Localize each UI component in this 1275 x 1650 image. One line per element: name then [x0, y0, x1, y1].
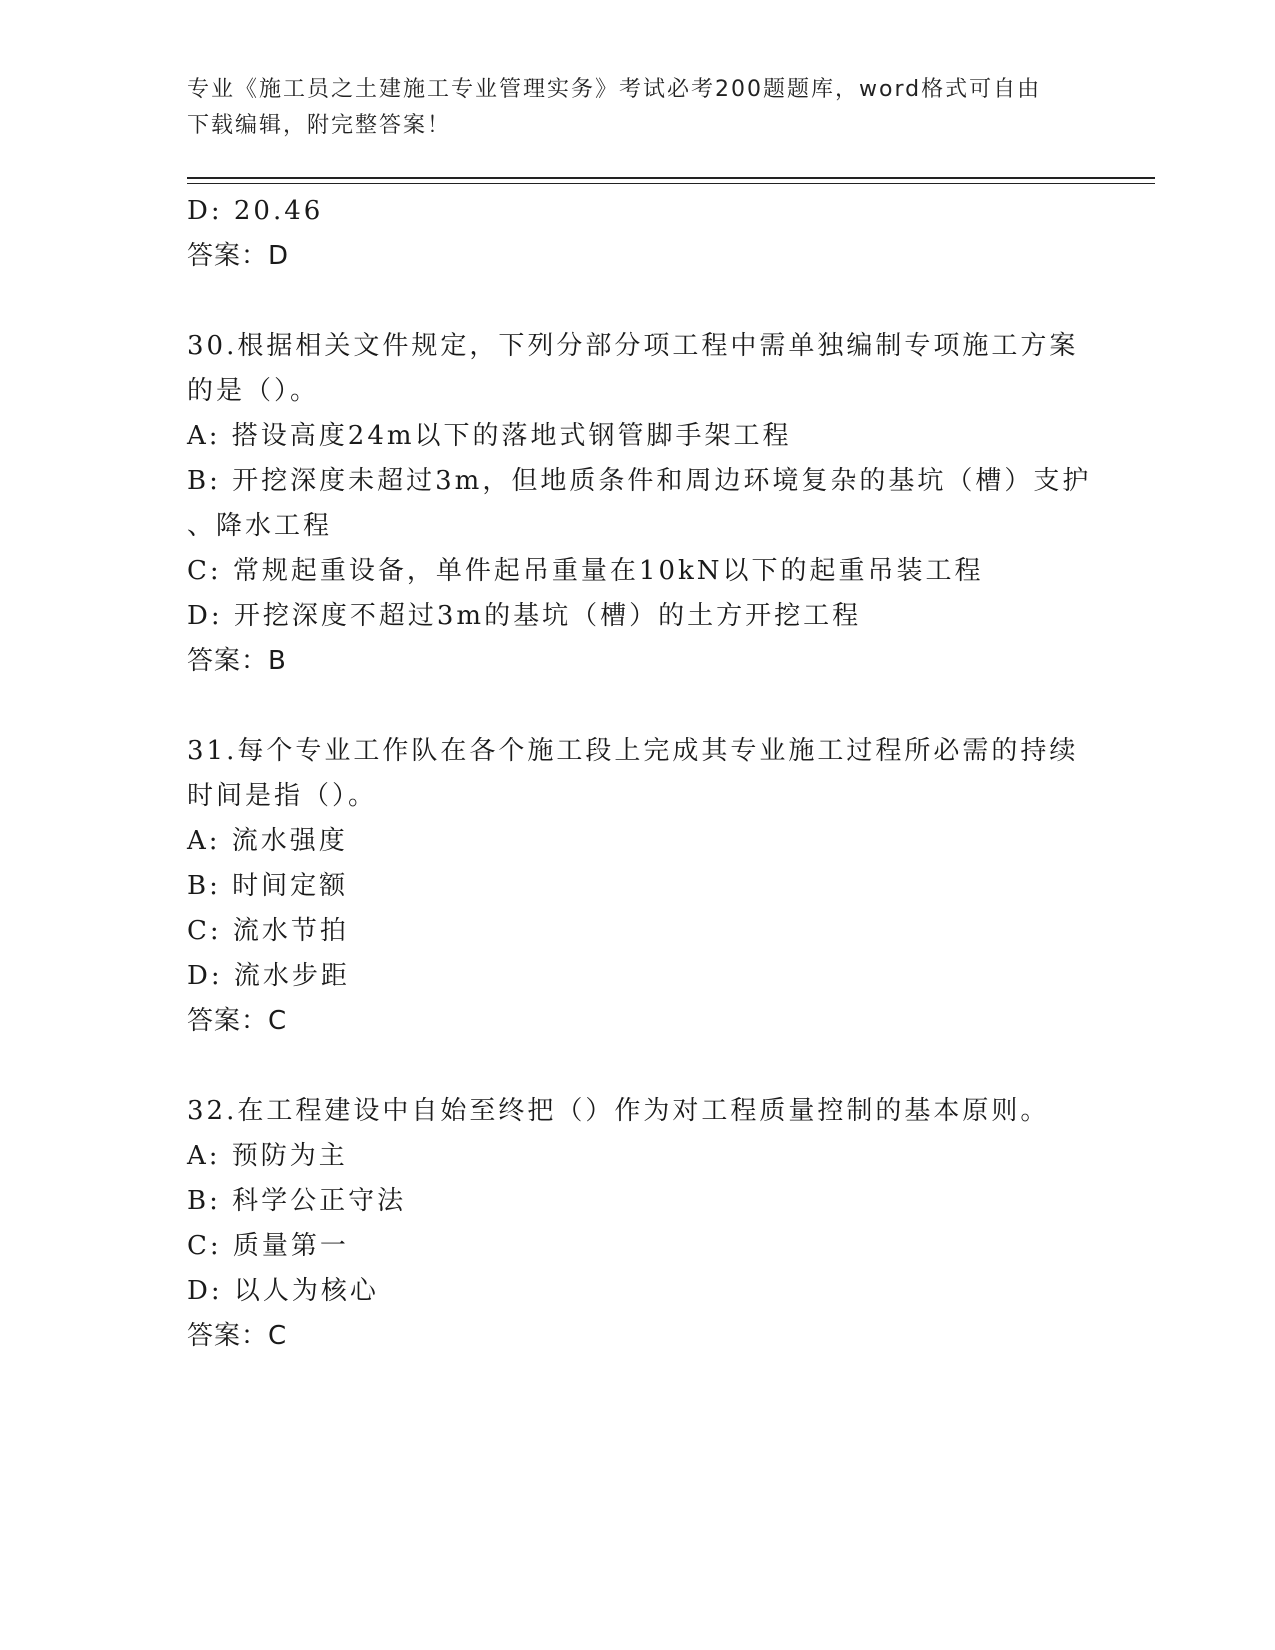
question-list: [187, 189, 1092, 1359]
answer-line: 答案：B: [187, 646, 287, 676]
option-b: B: 时间定额: [187, 871, 349, 901]
option-a: A: 流水强度: [187, 826, 348, 856]
question-stem-line-1: 30.根据相关文件规定，下列分部分项工程中需单独编制专项施工方案: [187, 331, 1079, 361]
option-b-line-1: B: 开挖深度未超过3m，但地质条件和周边环境复杂的基坑（槽）支护: [187, 466, 1092, 496]
option-d: D: 流水步距: [187, 961, 350, 991]
header-title-line-2: 下载编辑，附完整答案！: [187, 113, 452, 138]
option-c: C: 流水节拍: [187, 916, 349, 946]
question-32: [187, 1089, 1087, 1359]
option-d: D: 20.46: [187, 196, 324, 226]
spacer: [187, 684, 1087, 729]
option-b-line-2: 、降水工程: [187, 511, 333, 541]
question-stem-line-2: 的是（）。: [187, 376, 320, 406]
option-b: B: 科学公正守法: [187, 1186, 407, 1216]
question-31: [187, 729, 1087, 1044]
spacer: [187, 279, 1087, 324]
option-c: C: 常规起重设备，单件起吊重量在10kN以下的起重吊装工程: [187, 556, 984, 586]
option-d: D: 开挖深度不超过3m的基坑（槽）的土方开挖工程: [187, 601, 862, 631]
option-d: D: 以人为核心: [187, 1276, 379, 1306]
answer-line: 答案：C: [187, 1006, 288, 1036]
question-stem-line-2: 时间是指（）。: [187, 781, 378, 811]
spacer: [187, 1044, 1087, 1089]
header-title-line-1: 专业《施工员之土建施工专业管理实务》考试必考200题题库，word格式可自由: [187, 77, 1042, 102]
question-29-tail: [187, 189, 1087, 279]
option-a: A: 搭设高度24m以下的落地式钢管脚手架工程: [187, 421, 792, 451]
question-30: [187, 324, 1092, 684]
question-stem-line-1: 32.在工程建设中自始至终把（）作为对工程质量控制的基本原则。: [187, 1096, 1050, 1126]
document-header: [187, 72, 1067, 144]
answer-line: 答案：C: [187, 1321, 288, 1351]
header-divider-thin: [187, 183, 1155, 184]
answer-line: 答案：D: [187, 241, 290, 271]
question-stem-line-1: 31.每个专业工作队在各个施工段上完成其专业施工过程所必需的持续: [187, 736, 1079, 766]
option-c: C: 质量第一: [187, 1231, 349, 1261]
header-divider-thick: [187, 177, 1155, 179]
option-a: A: 预防为主: [187, 1141, 348, 1171]
